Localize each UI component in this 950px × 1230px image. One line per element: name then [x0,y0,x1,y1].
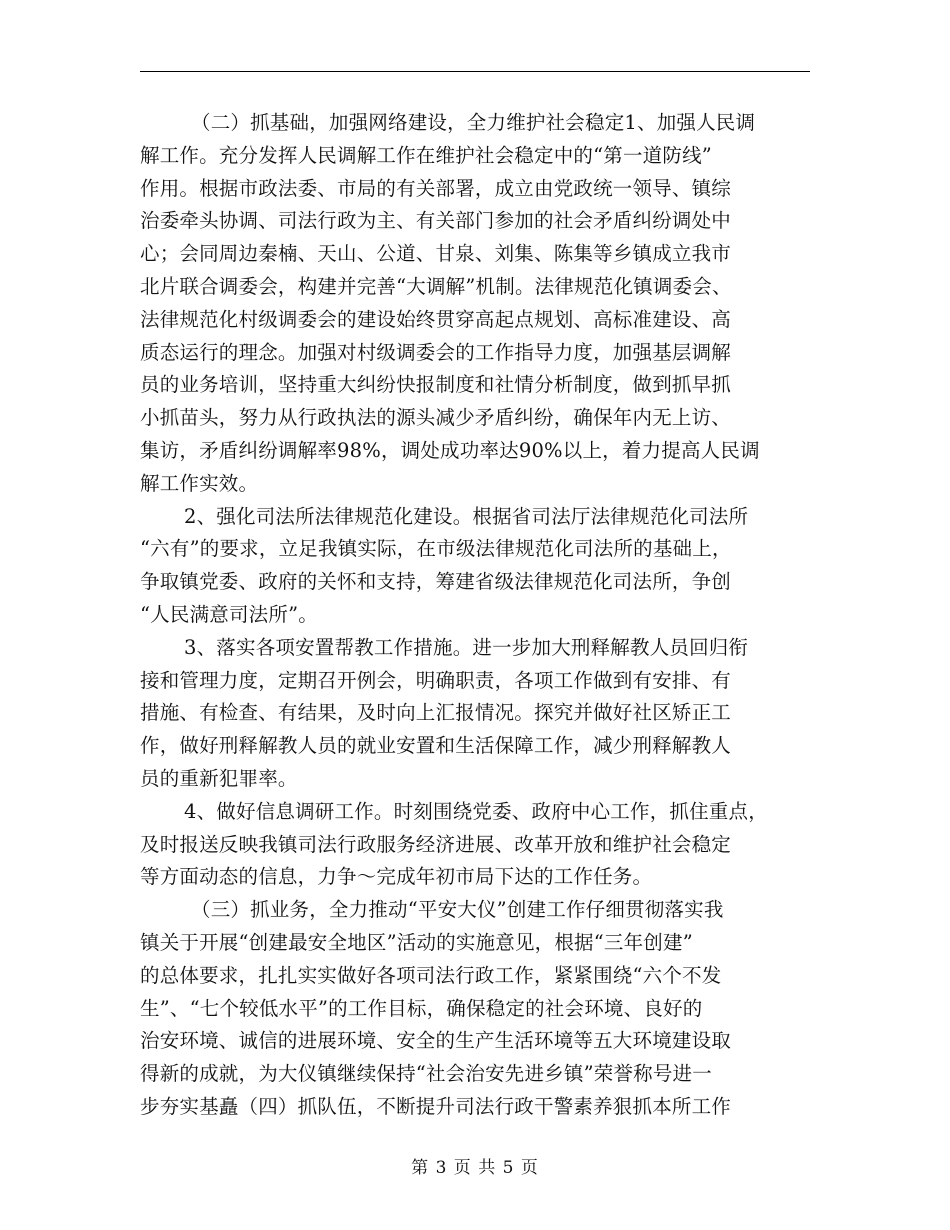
text-line: 等方面动态的信息，力争～完成年初市局下达的工作任务。 [140,865,653,889]
text-line: 员的重新犯罪率。 [140,766,298,790]
text-line: 步夯实基矗（四）抓队伍，不断提升司法行政干警素养狠抓本所工作 [140,1094,732,1118]
header-rule [140,71,810,72]
text-line: “六有”的要求，立足我镇实际，在市级法律规范化司法所的基础上， [140,537,732,561]
text-line: 解工作。充分发挥人民调解工作在维护社会稳定中的“第一道防线” [140,143,712,167]
text-line: 的总体要求，扎扎实实做好各项司法行政工作，紧紧围绕“六个不发 [140,963,722,987]
text-line: 法律规范化村级调委会的建设始终贯穿高起点规划、高标准建设、高 [140,307,732,331]
page-number-footer: 第 3 页 共 5 页 [411,1158,539,1178]
text-line: 措施、有检查、有结果，及时向上汇报情况。探究并做好社区矫正工 [140,701,732,725]
text-line: 心；会同周边秦楠、天山、公道、甘泉、刘集、陈集等乡镇成立我市 [140,242,732,266]
text-line: 作用。根据市政法委、市局的有关部署，成立由党政统一领导、镇综 [140,176,732,200]
document-body [140,107,812,1124]
text-line: 小抓苗头，努力从行政执法的源头减少矛盾纠纷，确保年内无上访、 [140,406,732,430]
text-line: 得新的成就，为大仪镇继续保持“社会治安先进乡镇”荣誉称号进一 [140,1062,712,1086]
text-line: 集访，矛盾纠纷调解率98%，调处成功率达90%以上，着力提高人民调 [140,438,760,462]
text-line: 争取镇党委、政府的关怀和支持，筹建省级法律规范化司法所，争创 [140,570,732,594]
text-line: 接和管理力度，定期召开例会，明确职责，各项工作做到有安排、有 [140,668,732,692]
text-line: 质态运行的理念。加强对村级调委会的工作指导力度，加强基层调解 [140,340,732,364]
text-line: （二）抓基础，加强网络建设，全力维护社会稳定1、加强人民调 [191,111,756,134]
text-line: 镇关于开展“创建最安全地区”活动的实施意见，根据“三年创建” [140,930,693,954]
text-line: 治委牵头协调、司法行政为主、有关部门参加的社会矛盾纠纷调处中 [140,209,732,233]
text-line: 治安环境、诚信的进展环境、安全的生产生活环境等五大环境建设取 [140,1029,732,1053]
text-line: 生”、“七个较低水平”的工作目标，确保稳定的社会环境、良好的 [140,996,703,1020]
text-line: 北片联合调委会，构建并完善“大调解”机制。法律规范化镇调委会、 [140,274,732,298]
text-line: “人民满意司法所”。 [140,602,318,626]
text-line: 员的业务培训，坚持重大纠纷快报制度和社情分析制度，做到抓早抓 [140,373,732,397]
text-line: 及时报送反映我镇司法行政服务经济进展、改革开放和维护社会稳定 [140,832,732,856]
text-line: 作，做好刑释解教人员的就业安置和生活保障工作，减少刑释解教人 [140,734,732,758]
text-line: 2、强化司法所法律规范化建设。根据省司法厅法律规范化司法所 [184,504,749,528]
text-line: 解工作实效。 [140,471,259,495]
text-line: （三）抓业务，全力推动“平安大仪”创建工作仔细贯彻落实我 [191,898,724,922]
text-line: 3、落实各项安置帮教工作措施。进一步加大刑释解教人员回归衔 [184,635,749,659]
text-line: 4、做好信息调研工作。时刻围绕党委、政府中心工作，抓住重点， [184,799,768,823]
